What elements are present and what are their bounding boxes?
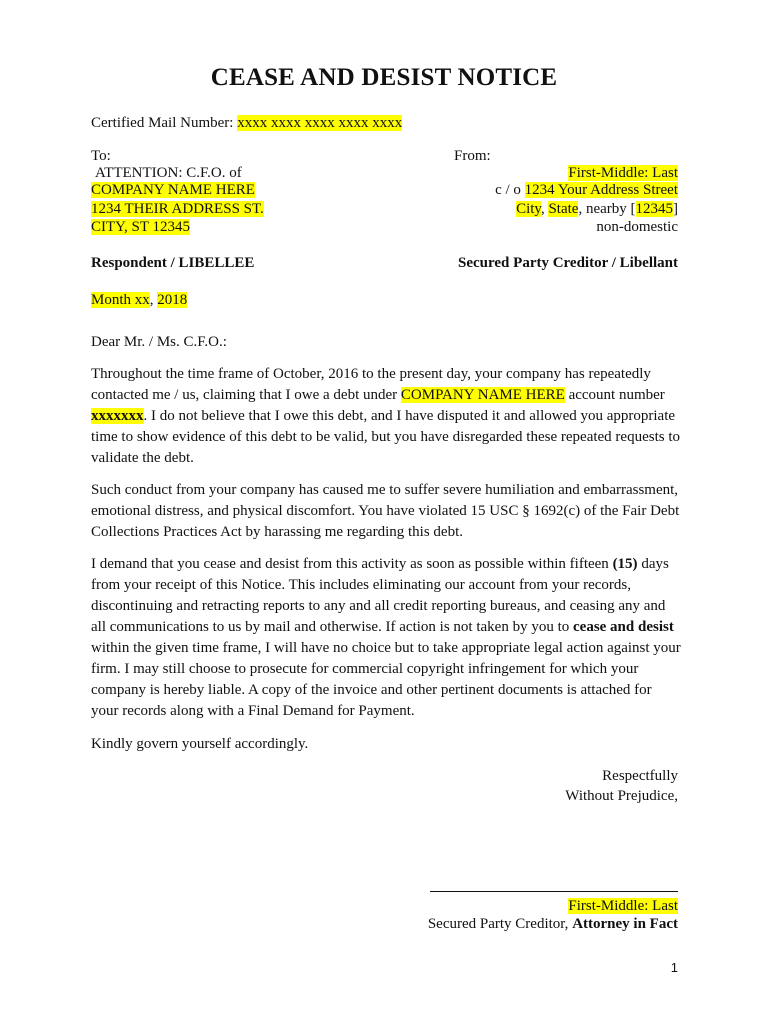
signature-name: First-Middle: Last — [568, 898, 678, 914]
document-title: CEASE AND DESIST NOTICE — [210, 64, 558, 91]
certified-mail-number: xxxx xxxx xxxx xxxx xxxx — [237, 115, 403, 131]
to-label: To: — [91, 148, 111, 164]
paragraph-3: I demand that you cease and desist from this activity as soon as possible within fifteen (15) days from your receipt of this Notice. This includes eliminating our account from your records, discontinuing and retracting reports to any and all credit reporting bureaus, and ceasing any and all communications to us by mail and otherwise. If action is not taken by you to cease and desist within the given time frame, I will have no choice but to take appropriate legal action against your firm. I may still choose to prosecute for commercial copyright infringement for which your company is hereby liable. A copy of the invoice and other pertinent documents is attached for your records along with a Final Demand for Payment. — [91, 556, 681, 719]
signature-line — [430, 891, 678, 892]
salutation: Dear Mr. / Ms. C.F.O.: — [91, 334, 227, 350]
from-city-line: City, State, nearby [12345] — [516, 201, 678, 217]
signoff-line-2: Without Prejudice, — [565, 788, 678, 804]
respondent-role: Respondent / LIBELLEE — [91, 255, 255, 271]
to-city: CITY, ST 12345 — [91, 219, 191, 235]
paragraph-2: Such conduct from your company has caused me to suffer severe humiliation and embarrassment, emotional distress, and physical discomfort. You have violated 15 USC § 1692(c) of the Fair Debt Collections Practices Act by harassing me regarding this debt. — [91, 482, 680, 540]
from-name: First-Middle: Last — [568, 165, 678, 181]
signature-title: Secured Party Creditor, Attorney in Fact — [427, 916, 678, 932]
to-address: 1234 THEIR ADDRESS ST. — [91, 201, 264, 217]
to-attention: ATTENTION: C.F.O. of — [95, 165, 242, 181]
letter-date: Month xx, 2018 — [91, 292, 188, 308]
paragraph-1: Throughout the time frame of October, 2016 to the present day, your company has repeatedly contacted me / us, claiming that I owe a debt under COMPANY NAME HERE account number xxxxxxx. I do not believe that I owe this debt, and I have disputed it and allowed you appropriate time to show evidence of this debt to be valid, but you have disregarded these repeated requests to validate the debt. — [91, 366, 680, 466]
to-company: COMPANY NAME HERE — [91, 182, 255, 198]
libellant-role: Secured Party Creditor / Libellant — [458, 255, 678, 271]
certified-mail-label: Certified Mail Number: — [91, 115, 238, 131]
from-non-domestic: non-domestic — [596, 219, 678, 235]
signoff-line-1: Respectfully — [602, 768, 678, 784]
from-address: c / o 1234 Your Address Street — [495, 182, 678, 198]
from-label: From: — [454, 148, 491, 164]
certified-mail-line — [91, 113, 402, 133]
page-number: 1 — [670, 960, 678, 975]
closing-line: Kindly govern yourself accordingly. — [91, 736, 309, 752]
